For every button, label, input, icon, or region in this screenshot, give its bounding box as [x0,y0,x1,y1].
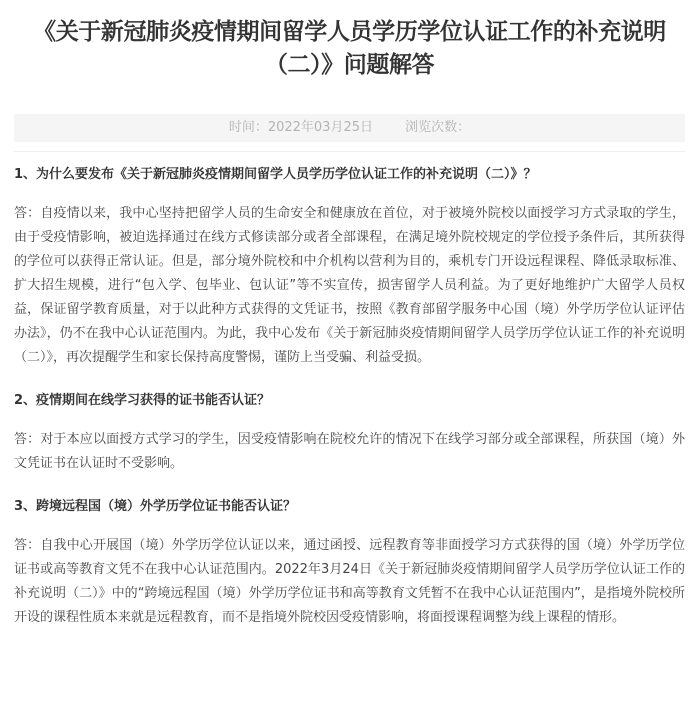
answer-paragraph: 答：自疫情以来，我中心坚持把留学人员的生命安全和健康放在首位，对于被境外院校以面授学习方式录取的学生，由于受疫情影响，被迫选择通过在线方式修读部分或者全部课程，在满足境外院校规定的学位授予条件后，其所获得的学位可以获得正常认证。但是，部分境外院校和中介机构以营利为目的，乘机专门开设远程课程、降低录取标准、扩大招生规模，进行“包入学、包毕业、包认证”等不实宣传，损害留学人员利益。为了更好地维护广大留学人员权益，保证留学教育质量，对于以此种方式获得的文凭证书，按照《教育部留学服务中心国（境）外学历学位认证评估办法》，仍不在我中心认证范围内。为此，我中心发布《关于新冠肺炎疫情期间留学人员学历学位认证工作的补充说明（二）》，再次提醒学生和家长保持高度警惕，谨防上当受骗、利益受损。 [14,206,685,365]
qa-item [14,390,685,476]
meta-divider [14,151,685,152]
publish-time: 时间：2022年03月25日 [228,120,373,135]
view-count: 浏览次数： [405,120,471,135]
qa-item [14,496,685,630]
article-title: 《关于新冠肺炎疫情期间留学人员学历学位认证工作的补充说明（二）》问题解答 [33,19,666,78]
article-page [0,16,699,718]
question-heading: 3、跨境远程国（境）外学历学位证书能否认证？ [14,499,297,514]
answer-paragraph: 答：自我中心开展国（境）外学历学位认证以来，通过函授、远程教育等非面授学习方式获得的国（境）外学历学位证书或高等教育文凭不在我中心认证范围内。2022年3月24日《关于新冠肺炎疫情期间留学人员学历学位认证工作的补充说明（二）》中的“跨境远程国（境）外学历学位证书和高等教育文凭暂不在我中心认证范围内”，是指境外院校所开设的课程性质本来就是远程教育，而不是指境外院校因受疫情影响，将面授课程调整为线上课程的情形。 [14,538,685,625]
question-heading: 2、疫情期间在线学习获得的证书能否认证？ [14,393,271,408]
question-heading: 1、为什么要发布《关于新冠肺炎疫情期间留学人员学历学位认证工作的补充说明（二）》？ [14,167,537,182]
article-meta-bar [14,114,685,142]
qa-item [14,164,685,370]
answer-paragraph: 答：对于本应以面授方式学习的学生，因受疫情影响在院校允许的情况下在线学习部分或全部课程，所获国（境）外文凭证书在认证时不受影响。 [14,432,685,471]
